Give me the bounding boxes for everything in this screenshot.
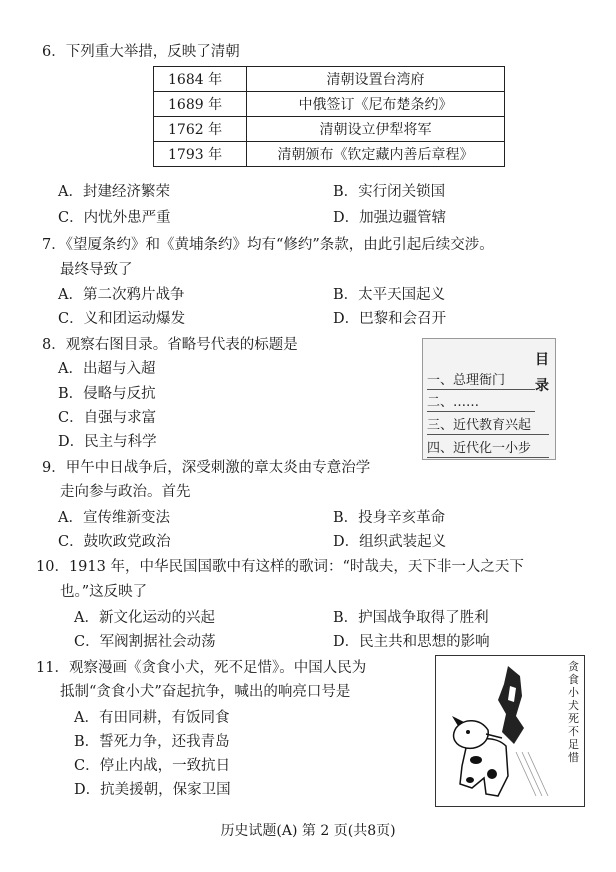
q10-option-c: C．军阀割据社会动荡 bbox=[74, 634, 216, 650]
table-cell-year: 1762 年 bbox=[154, 117, 247, 142]
q9-option-b: B．投身辛亥革命 bbox=[333, 510, 446, 526]
q10-option-d: D．民主共和思想的影响 bbox=[333, 634, 490, 650]
q11-stem-line1: 11．观察漫画《贪食小犬，死不足惜》。中国人民为 bbox=[36, 660, 367, 676]
dog-eye bbox=[466, 730, 470, 734]
q8-table-of-contents-figure bbox=[422, 338, 556, 460]
q11-stem-line2: 抵制“贪食小犬”奋起抗争，喊出的响亮口号是 bbox=[60, 684, 351, 700]
cartoon-dog-drawing bbox=[436, 656, 584, 806]
q11-option-a: A．有田同耕，有饭同食 bbox=[74, 710, 230, 726]
table-cell-event: 中俄签订《尼布楚条约》 bbox=[247, 92, 505, 117]
table-row bbox=[154, 92, 505, 117]
table-row bbox=[154, 117, 505, 142]
q6-timeline-table bbox=[153, 66, 505, 167]
q7-option-d: D．巴黎和会召开 bbox=[333, 311, 447, 327]
q7-stem-line2: 最终导致了 bbox=[60, 262, 133, 278]
q9-option-a: A．宣传维新变法 bbox=[58, 510, 170, 526]
table-cell-year: 1689 年 bbox=[154, 92, 247, 117]
toc-row: 一、总理衙门 bbox=[427, 369, 535, 390]
q6-option-d: D．加强边疆管辖 bbox=[333, 210, 447, 226]
q8-option-c: C．自强与求富 bbox=[58, 410, 157, 426]
q6-option-a: A．封建经济繁荣 bbox=[58, 184, 170, 200]
q11-option-b: B．誓死力争，还我青岛 bbox=[74, 734, 230, 750]
table-cell-year: 1793 年 bbox=[154, 142, 247, 167]
table-row bbox=[154, 67, 505, 92]
page-footer: 历史试题(A) 第 2 页(共8页) bbox=[220, 823, 396, 839]
cartoon-caption: 贪食小犬死不足惜 bbox=[568, 660, 579, 764]
q7-option-a: A．第二次鸦片战争 bbox=[58, 287, 185, 303]
q8-option-d: D．民主与科学 bbox=[58, 434, 157, 450]
q10-stem-line2: 也。”这反映了 bbox=[60, 584, 148, 600]
table-row bbox=[154, 142, 505, 167]
q7-option-b: B．太平天国起义 bbox=[333, 287, 446, 303]
q8-option-a: A．出超与入超 bbox=[58, 361, 156, 377]
q11-cartoon-illustration bbox=[435, 655, 585, 807]
q10-stem-line1: 10．1913 年，中华民国国歌中有这样的歌词：“时哉夫，天下非一人之天下 bbox=[36, 559, 524, 575]
q11-option-c: C．停止内战，一致抗日 bbox=[74, 758, 231, 774]
toc-row: 四、近代化一小步 bbox=[427, 437, 549, 458]
table-cell-event: 清朝设置台湾府 bbox=[247, 67, 505, 92]
table-cell-event: 清朝颁布《钦定藏内善后章程》 bbox=[247, 142, 505, 167]
q7-stem-line1: 7．《望厦条约》和《黄埔条约》均有“修约”条款，由此引起后续交涉。 bbox=[42, 237, 494, 253]
q6-stem: 6．下列重大举措，反映了清朝 bbox=[42, 44, 240, 60]
q10-option-b: B．护国战争取得了胜利 bbox=[333, 610, 489, 626]
dog-spot bbox=[487, 769, 497, 779]
toc-row: 三、近代教育兴起 bbox=[427, 414, 549, 435]
q7-option-c: C．义和团运动爆发 bbox=[58, 311, 186, 327]
table-cell-year: 1684 年 bbox=[154, 67, 247, 92]
q9-option-c: C．鼓吹政党政治 bbox=[58, 534, 171, 550]
q6-option-c: C．内忧外患严重 bbox=[58, 210, 171, 226]
shading-lines bbox=[516, 752, 548, 796]
q9-stem-line1: 9．甲午中日战争后，深受刺激的章太炎由专意治学 bbox=[42, 460, 371, 476]
q8-stem: 8．观察右图目录。省略号代表的标题是 bbox=[42, 337, 298, 353]
dog-spot bbox=[470, 756, 482, 764]
q10-option-a: A．新文化运动的兴起 bbox=[74, 610, 215, 626]
q8-option-b: B．侵略与反抗 bbox=[58, 386, 156, 402]
q9-stem-line2: 走向参与政治。首先 bbox=[60, 484, 191, 500]
toc-title: 目录 bbox=[535, 352, 549, 394]
q11-option-d: D．抗美援朝，保家卫国 bbox=[74, 782, 231, 798]
map-shape bbox=[498, 666, 524, 744]
dog-spot bbox=[466, 777, 474, 783]
q6-option-b: B．实行闭关锁国 bbox=[333, 184, 446, 200]
q9-option-d: D．组织武装起义 bbox=[333, 534, 447, 550]
toc-row: 二、…… bbox=[427, 391, 535, 412]
table-cell-event: 清朝设立伊犁将军 bbox=[247, 117, 505, 142]
